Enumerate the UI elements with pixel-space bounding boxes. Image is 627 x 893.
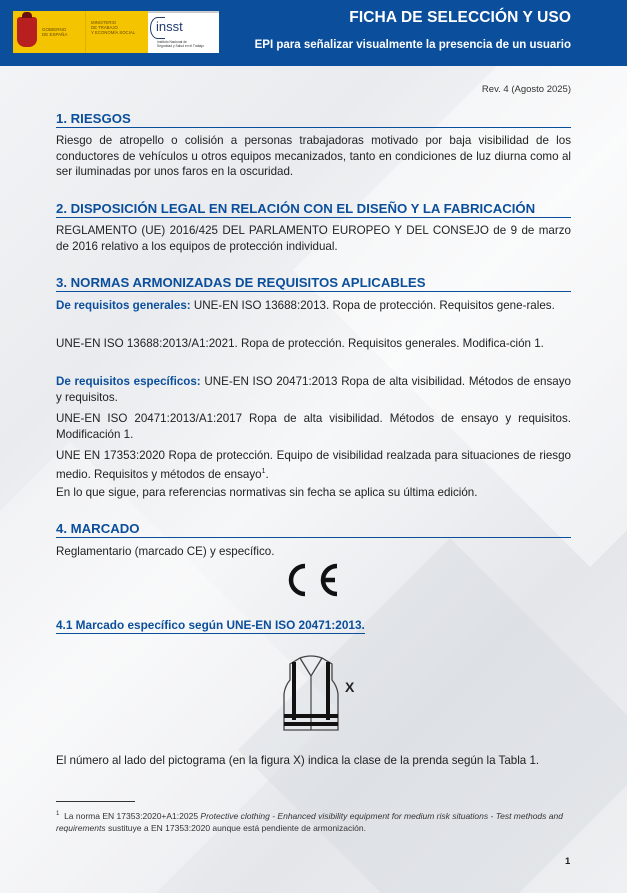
footnote-title-italic: Protective clothing - Enhanced visibility equipment for medium risk situations - Test methods and requirements <box>56 810 563 834</box>
coat-of-arms-icon <box>17 17 37 47</box>
norma-text: UNE-EN ISO 13688:2013. Ropa de protección. Requisitos gene-rales. <box>190 299 555 312</box>
logo-text: GOBIERNO <box>42 27 67 32</box>
normas-especificos-mod: UNE-EN ISO 20471:2013/A1:2017 Ropa de alta visibilidad. Métodos de ensayo y requisitos. Modificación 1. <box>56 412 571 441</box>
logo-text: Instituto Nacional de <box>157 40 187 44</box>
ce-mark-icon <box>283 560 341 600</box>
label-especificos: De requisitos específicos: <box>56 375 201 388</box>
high-visibility-vest-icon <box>276 652 346 732</box>
norma-text-end: . <box>265 467 269 481</box>
logo-text: Seguridad y Salud en el Trabajo <box>157 44 204 48</box>
document-subtitle: EPI para señalizar visualmente la presencia de un usuario <box>254 39 571 51</box>
section-title-normas: 3. NORMAS ARMONIZADAS DE REQUISITOS APLICABLES <box>56 275 571 292</box>
revision-label: Rev. 4 (Agosto 2025) <box>481 84 571 95</box>
norma-text: UNE EN 17353:2020 Ropa de protección. Equipo de visibilidad realzada para situaciones de riesgo medio. Requisitos y métodos de ensayo <box>56 449 571 481</box>
footnote-ref[interactable]: 1 <box>261 467 266 475</box>
page-number: 1 <box>565 856 571 867</box>
marcado-text: Reglamentario (marcado CE) y específico. <box>56 545 275 558</box>
norma-text: UNE-EN ISO 20471:2013 Ropa de alta visibilidad. Métodos de ensayo y requisitos. <box>56 375 571 404</box>
insst-wordmark: insst <box>156 19 183 34</box>
label-generales: De requisitos generales: <box>56 299 191 312</box>
gobierno-logo <box>13 11 86 53</box>
document-title: FICHA DE SELECCIÓN Y USO <box>349 9 571 26</box>
normas-generales <box>56 298 571 314</box>
institution-logos <box>13 11 219 53</box>
section-title-riesgos: 1. RIESGOS <box>56 111 571 128</box>
section-title-marcado: 4. MARCADO <box>56 521 571 538</box>
riesgos-text: Riesgo de atropello o colisión a personas trabajadoras motivado por baja visibilidad de los conductores de vehículos u otros equipos mecanizados, tanto en condiciones de luz diurna como al ser iluminadas por unos faros en la oscuridad. <box>56 134 571 179</box>
normas-nota: En lo que sigue, para referencias normativas sin fecha se aplica su última edición. <box>56 486 478 499</box>
logo-text: MINISTERIO <box>91 20 117 25</box>
normas-generales-mod: UNE-EN ISO 13688:2013/A1:2021. Ropa de protección. Requisitos generales. Modifica-ción 1. <box>56 337 544 350</box>
normas-especificos <box>56 374 571 405</box>
logo-text: DE ESPAÑA <box>42 32 68 37</box>
normas-en17353 <box>56 448 571 482</box>
subsection-title-marcado-especifico: 4.1 Marcado específico según UNE-EN ISO 20471:2013. <box>56 618 365 632</box>
disposicion-text: REGLAMENTO (UE) 2016/425 DEL PARLAMENTO EUROPEO Y DEL CONSEJO de 9 de marzo de 2016 relativo a los equipos de protección individual. <box>56 224 571 253</box>
footnote-text: La norma EN 17353:2020+A1:2025 <box>64 810 201 821</box>
insst-logo <box>148 11 219 53</box>
marcado-explanation: El número al lado del pictograma (en la figura X) indica la clase de la prenda según la Tabla 1. <box>56 754 540 767</box>
logo-text: Y ECONOMÍA SOCIAL <box>91 30 136 35</box>
logo-text: DE TRABAJO <box>91 25 118 30</box>
footnote-divider <box>56 801 135 802</box>
vest-class-label: X <box>345 679 355 695</box>
footnote <box>56 808 576 835</box>
footnote-text-end: sustituye a EN 17353:2020 aunque está pendiente de armonización. <box>105 823 366 834</box>
footnote-number: 1 <box>56 811 60 817</box>
header-banner <box>0 0 627 66</box>
section-title-disposicion: 2. DISPOSICIÓN LEGAL EN RELACIÓN CON EL DISEÑO Y LA FABRICACIÓN <box>56 201 571 218</box>
ministerio-logo <box>86 11 148 53</box>
